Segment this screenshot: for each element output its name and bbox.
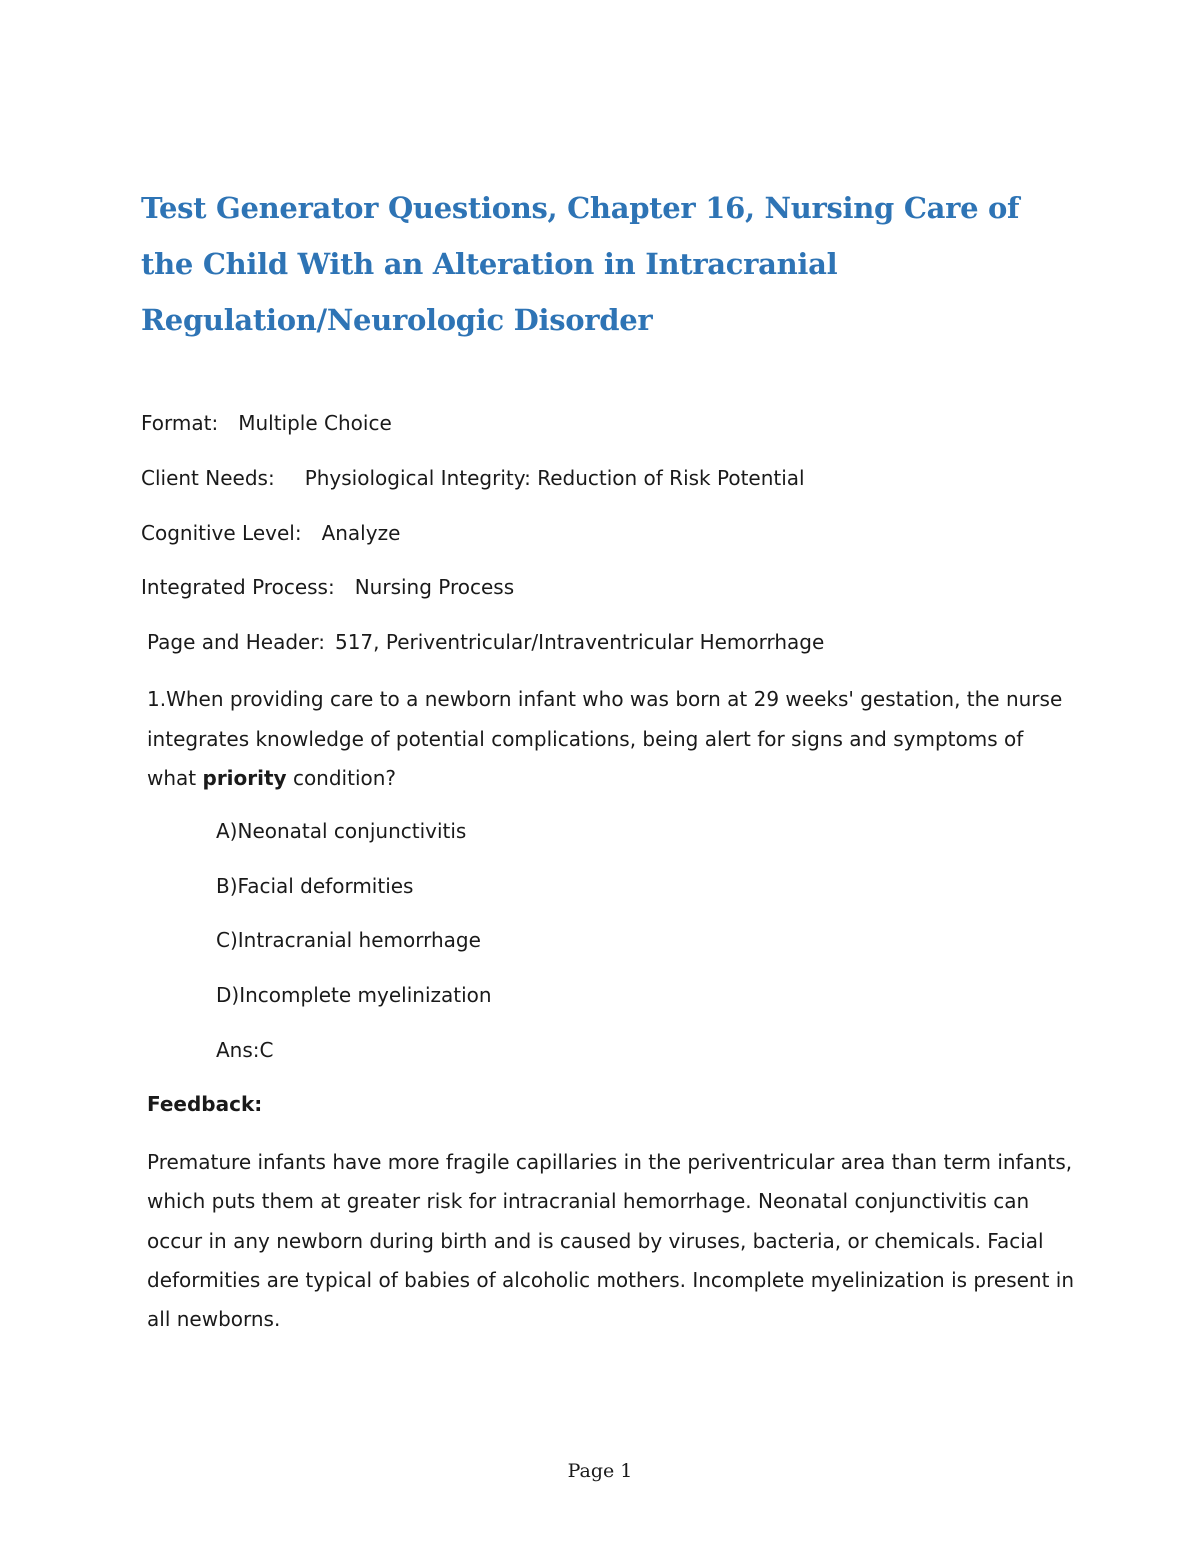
option-b: B)Facial deformities xyxy=(216,874,414,898)
integrated-process-line xyxy=(141,573,514,601)
question-emphasis: priority xyxy=(202,766,287,790)
cognitive-level-label: Cognitive Level: xyxy=(141,521,302,545)
question-number: 1. xyxy=(147,687,167,711)
question-text-start: When providing care to a newborn infant who was born at 29 weeks' gestation, the nurse integrates knowledge of potential complications, being alert for signs and symptoms of what xyxy=(147,687,1063,790)
page-number: Page 1 xyxy=(567,1460,633,1482)
client-needs-label: Client Needs: xyxy=(141,466,275,490)
page-header-line xyxy=(147,628,824,656)
client-needs-value: Physiological Integrity: Reduction of Risk Potential xyxy=(304,466,805,490)
format-line xyxy=(141,409,392,437)
question-stem xyxy=(147,680,1067,799)
option-c: C)Intracranial hemorrhage xyxy=(216,928,481,952)
page-header-value: 517, Periventricular/Intraventricular Hemorrhage xyxy=(334,630,825,654)
format-value: Multiple Choice xyxy=(238,411,392,435)
option-a: A)Neonatal conjunctivitis xyxy=(216,819,467,843)
question-text-end: condition? xyxy=(286,766,397,790)
feedback-heading: Feedback: xyxy=(147,1092,263,1116)
page-header-label: Page and Header: xyxy=(147,630,325,654)
document-title: Test Generator Questions, Chapter 16, Nursing Care of the Child With an Alteration in Intracranial Regulation/Neurologic Disorder xyxy=(141,191,1020,337)
answer-key: Ans:C xyxy=(216,1038,274,1062)
feedback-text: Premature infants have more fragile capillaries in the periventricular area than term infants, which puts them at greater risk for intracranial hemorrhage. Neonatal conjunctivitis can occur in any newborn during birth and is caused by viruses, bacteria, or chemicals. Facial deformities are typical of babies of alcoholic mothers. Incomplete myelinization is present in all newborns. xyxy=(147,1150,1075,1332)
integrated-process-value: Nursing Process xyxy=(354,575,515,599)
option-d: D)Incomplete myelinization xyxy=(216,983,492,1007)
format-label: Format: xyxy=(141,411,219,435)
client-needs-line xyxy=(141,464,805,492)
cognitive-level-value: Analyze xyxy=(321,521,401,545)
cognitive-level-line xyxy=(141,519,400,547)
integrated-process-label: Integrated Process: xyxy=(141,575,335,599)
